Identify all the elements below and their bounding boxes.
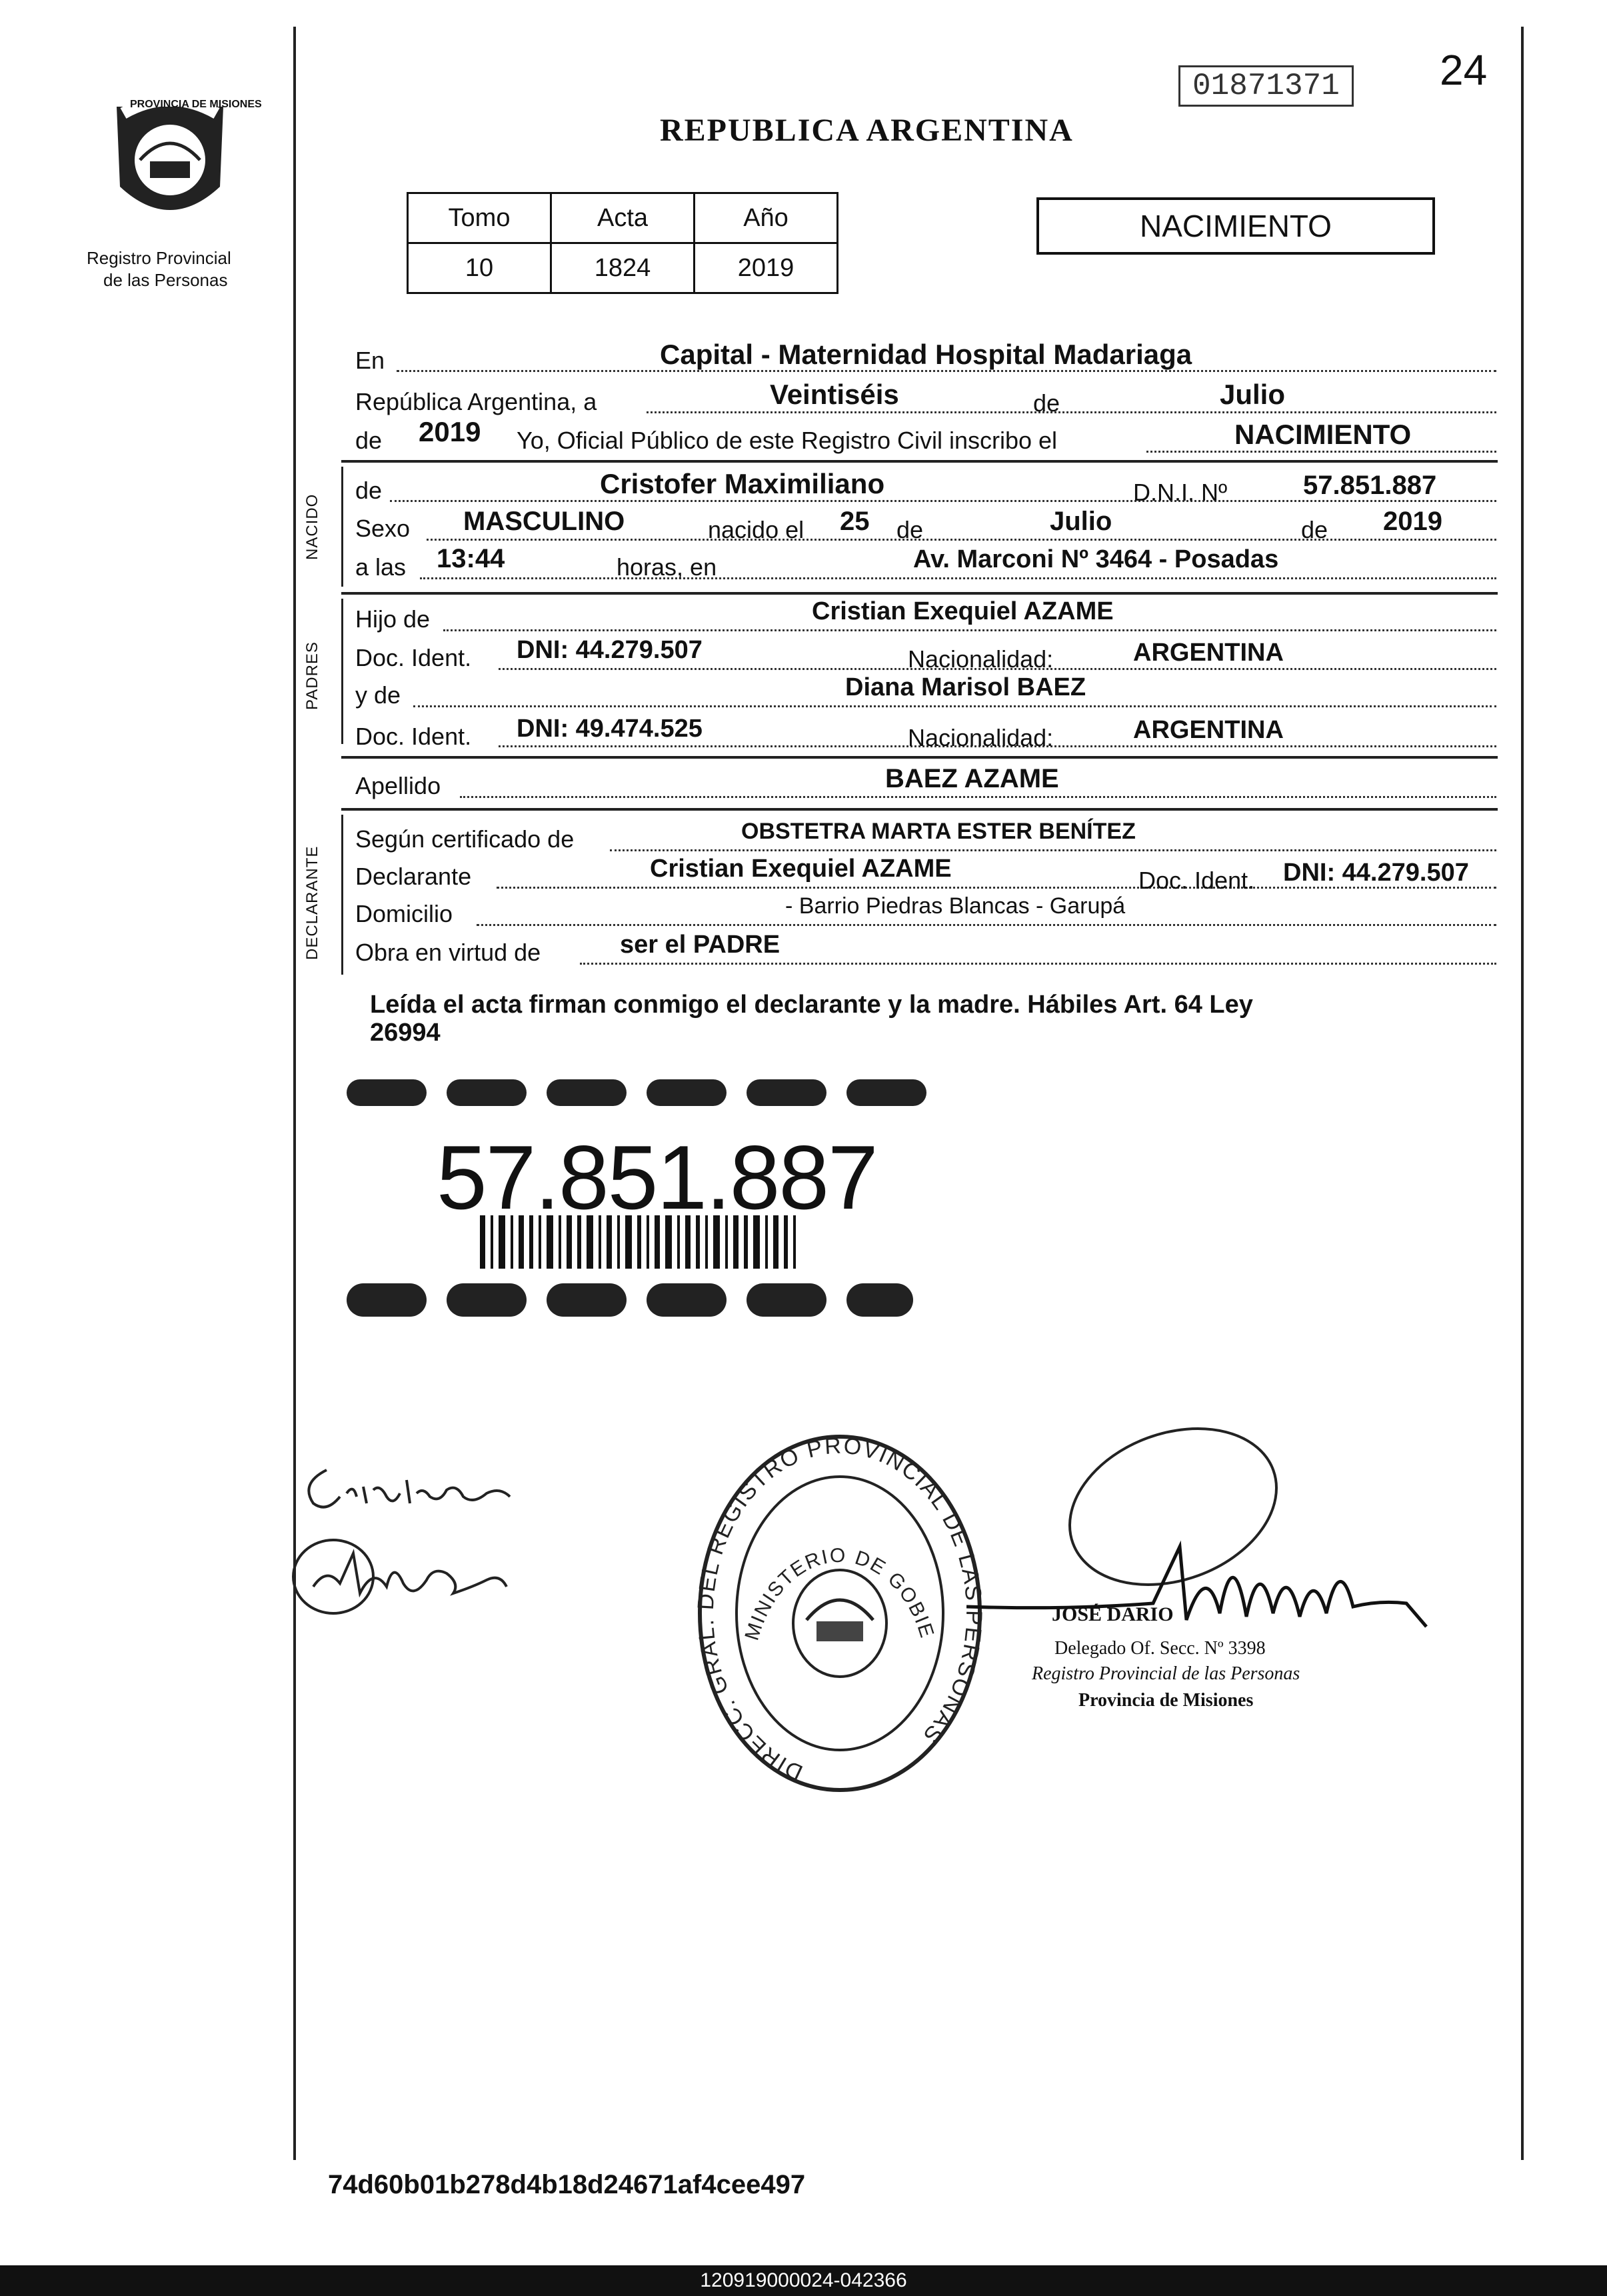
dotted-line: [460, 796, 1496, 798]
mother-doc-label: Doc. Ident.: [355, 723, 472, 750]
rule: [341, 467, 343, 587]
child-name: Cristofer Maximiliano: [600, 468, 885, 499]
record-month: Julio: [1220, 379, 1286, 410]
notes-line2: 26994: [370, 1019, 441, 1047]
dotted-line: [580, 963, 1496, 965]
alas-label: a las: [355, 553, 407, 581]
statement-text: Yo, Oficial Público de este Registro Civil inscribo el: [517, 427, 1058, 454]
document-type-box: NACIMIENTO: [1036, 197, 1435, 255]
office-name-line1: Registro Provincial: [87, 248, 231, 268]
mother-name: Diana Marisol BAEZ: [845, 673, 1086, 701]
birth-de-label-2: de: [1301, 516, 1328, 543]
obra-label: Obra en virtud de: [355, 939, 541, 966]
dotted-line: [427, 539, 1496, 541]
sexo-label: Sexo: [355, 515, 411, 542]
declarante-name: Cristian Exequiel AZAME: [650, 855, 952, 883]
cert-value: OBSTETRA MARTA ESTER BENÍTEZ: [741, 819, 1136, 844]
acta-header: Acta: [551, 193, 695, 243]
declarante-doc: DNI: 44.279.507: [1283, 859, 1469, 887]
office-name-line2: de las Personas: [103, 270, 228, 290]
declarante-doc-label: Doc. Ident.: [1138, 867, 1255, 894]
notes-line1: Leída el acta firman conmigo el declarante y la madre. Hábiles Art. 64 Ley: [370, 991, 1253, 1019]
nacido-el-label: nacido el: [708, 516, 804, 543]
father-doc-label: Doc. Ident.: [355, 644, 472, 671]
rule: [341, 808, 1498, 811]
dni-label: D.N.I. Nº: [1133, 479, 1228, 506]
father-doc: DNI: 44.279.507: [517, 636, 703, 664]
father-name: Cristian Exequiel AZAME: [812, 597, 1114, 625]
acta-value: 1824: [551, 243, 695, 293]
serial-number: 01871371: [1178, 65, 1354, 107]
record-table: [407, 192, 838, 294]
official-line3: Provincia de Misiones: [1078, 1690, 1254, 1711]
en-label: En: [355, 347, 385, 374]
father-nationality: ARGENTINA: [1133, 639, 1284, 667]
birth-day: 25: [840, 507, 870, 536]
cert-label: Según certificado de: [355, 825, 575, 853]
official-seal: [693, 1427, 986, 1800]
dotted-line: [477, 924, 1496, 926]
official-name: JOSÉ DARIO: [1052, 1603, 1174, 1625]
dotted-line: [647, 411, 1496, 413]
mother-doc: DNI: 49.474.525: [517, 715, 703, 743]
de-label-1: de: [1033, 389, 1060, 417]
official-line1: Delegado Of. Secc. Nº 3398: [1054, 1638, 1266, 1659]
seal-outer-text: DIRECC. GRAL. DEL REGISTRO PROVINCIAL DE LAS PERSONAS: [693, 1433, 986, 1786]
rule: [341, 756, 1498, 759]
surname: BAEZ AZAME: [885, 764, 1059, 793]
event-type: NACIMIENTO: [1234, 419, 1412, 450]
anio-value: 2019: [695, 243, 838, 293]
nacido-section-label: NACIDO: [303, 493, 321, 560]
apellido-label: Apellido: [355, 772, 441, 799]
page-number: 24: [1440, 46, 1488, 94]
day-words: Veintiséis: [770, 379, 899, 410]
birth-month: Julio: [1050, 507, 1112, 536]
birth-year: 2019: [1383, 507, 1442, 536]
record-year: 2019: [419, 416, 481, 447]
footer-barcode-id: 120919000024-042366: [700, 2269, 907, 2291]
country-title: REPUBLICA ARGENTINA: [660, 113, 1074, 148]
footer-bar: [0, 2265, 1607, 2296]
official-line2: Registro Provincial de las Personas: [1032, 1663, 1300, 1684]
rule: [341, 599, 343, 744]
birth-de-label: de: [896, 516, 924, 543]
hijo-de-label: Hijo de: [355, 605, 431, 633]
de-label-2: de: [355, 427, 383, 454]
dotted-line: [413, 705, 1496, 707]
declarante-section-label: DECLARANTE: [303, 845, 321, 960]
republica-label: República Argentina, a: [355, 388, 597, 415]
logo-text: PROVINCIA DE MISIONES: [130, 99, 262, 110]
domicilio-value: - Barrio Piedras Blancas - Garupá: [785, 893, 1126, 919]
dotted-line: [610, 849, 1496, 851]
right-margin-line: [1521, 27, 1524, 2160]
rule: [341, 460, 1498, 463]
birth-address: Av. Marconi Nº 3464 - Posadas: [913, 545, 1279, 573]
horas-label: horas, en: [617, 553, 717, 581]
seal-inner-text: MINISTERIO DE GOBIE: [741, 1544, 938, 1643]
dotted-line: [443, 629, 1496, 631]
rule: [341, 592, 1498, 595]
child-de-label: de: [355, 477, 383, 504]
declarante-label: Declarante: [355, 863, 472, 890]
document-hash: 74d60b01b278d4b18d24671af4cee497: [328, 2170, 806, 2199]
tomo-value: 10: [408, 243, 551, 293]
tomo-header: Tomo: [408, 193, 551, 243]
left-margin-line: [293, 27, 296, 2160]
padres-section-label: PADRES: [303, 641, 321, 710]
birth-time: 13:44: [437, 544, 505, 573]
dotted-line: [1146, 451, 1496, 453]
father-nat-label: Nacionalidad:: [908, 645, 1054, 673]
domicilio-label: Domicilio: [355, 900, 453, 927]
mother-yde-label: y de: [355, 681, 401, 709]
dotted-line: [420, 577, 1496, 579]
birth-place: Capital - Maternidad Hospital Madariaga: [660, 339, 1192, 370]
mother-nat-label: Nacionalidad:: [908, 724, 1054, 751]
child-dni: 57.851.887: [1303, 471, 1437, 500]
signature-mother: [287, 1527, 527, 1630]
rule: [341, 815, 343, 975]
mother-nationality: ARGENTINA: [1133, 716, 1284, 744]
obra-value: ser el PADRE: [620, 931, 781, 959]
sticker-number: 57.851.887: [437, 1127, 877, 1228]
signature-official: [966, 1427, 1446, 1657]
child-sex: MASCULINO: [463, 507, 625, 536]
anio-header: Año: [695, 193, 838, 243]
signature-father: [300, 1457, 513, 1520]
